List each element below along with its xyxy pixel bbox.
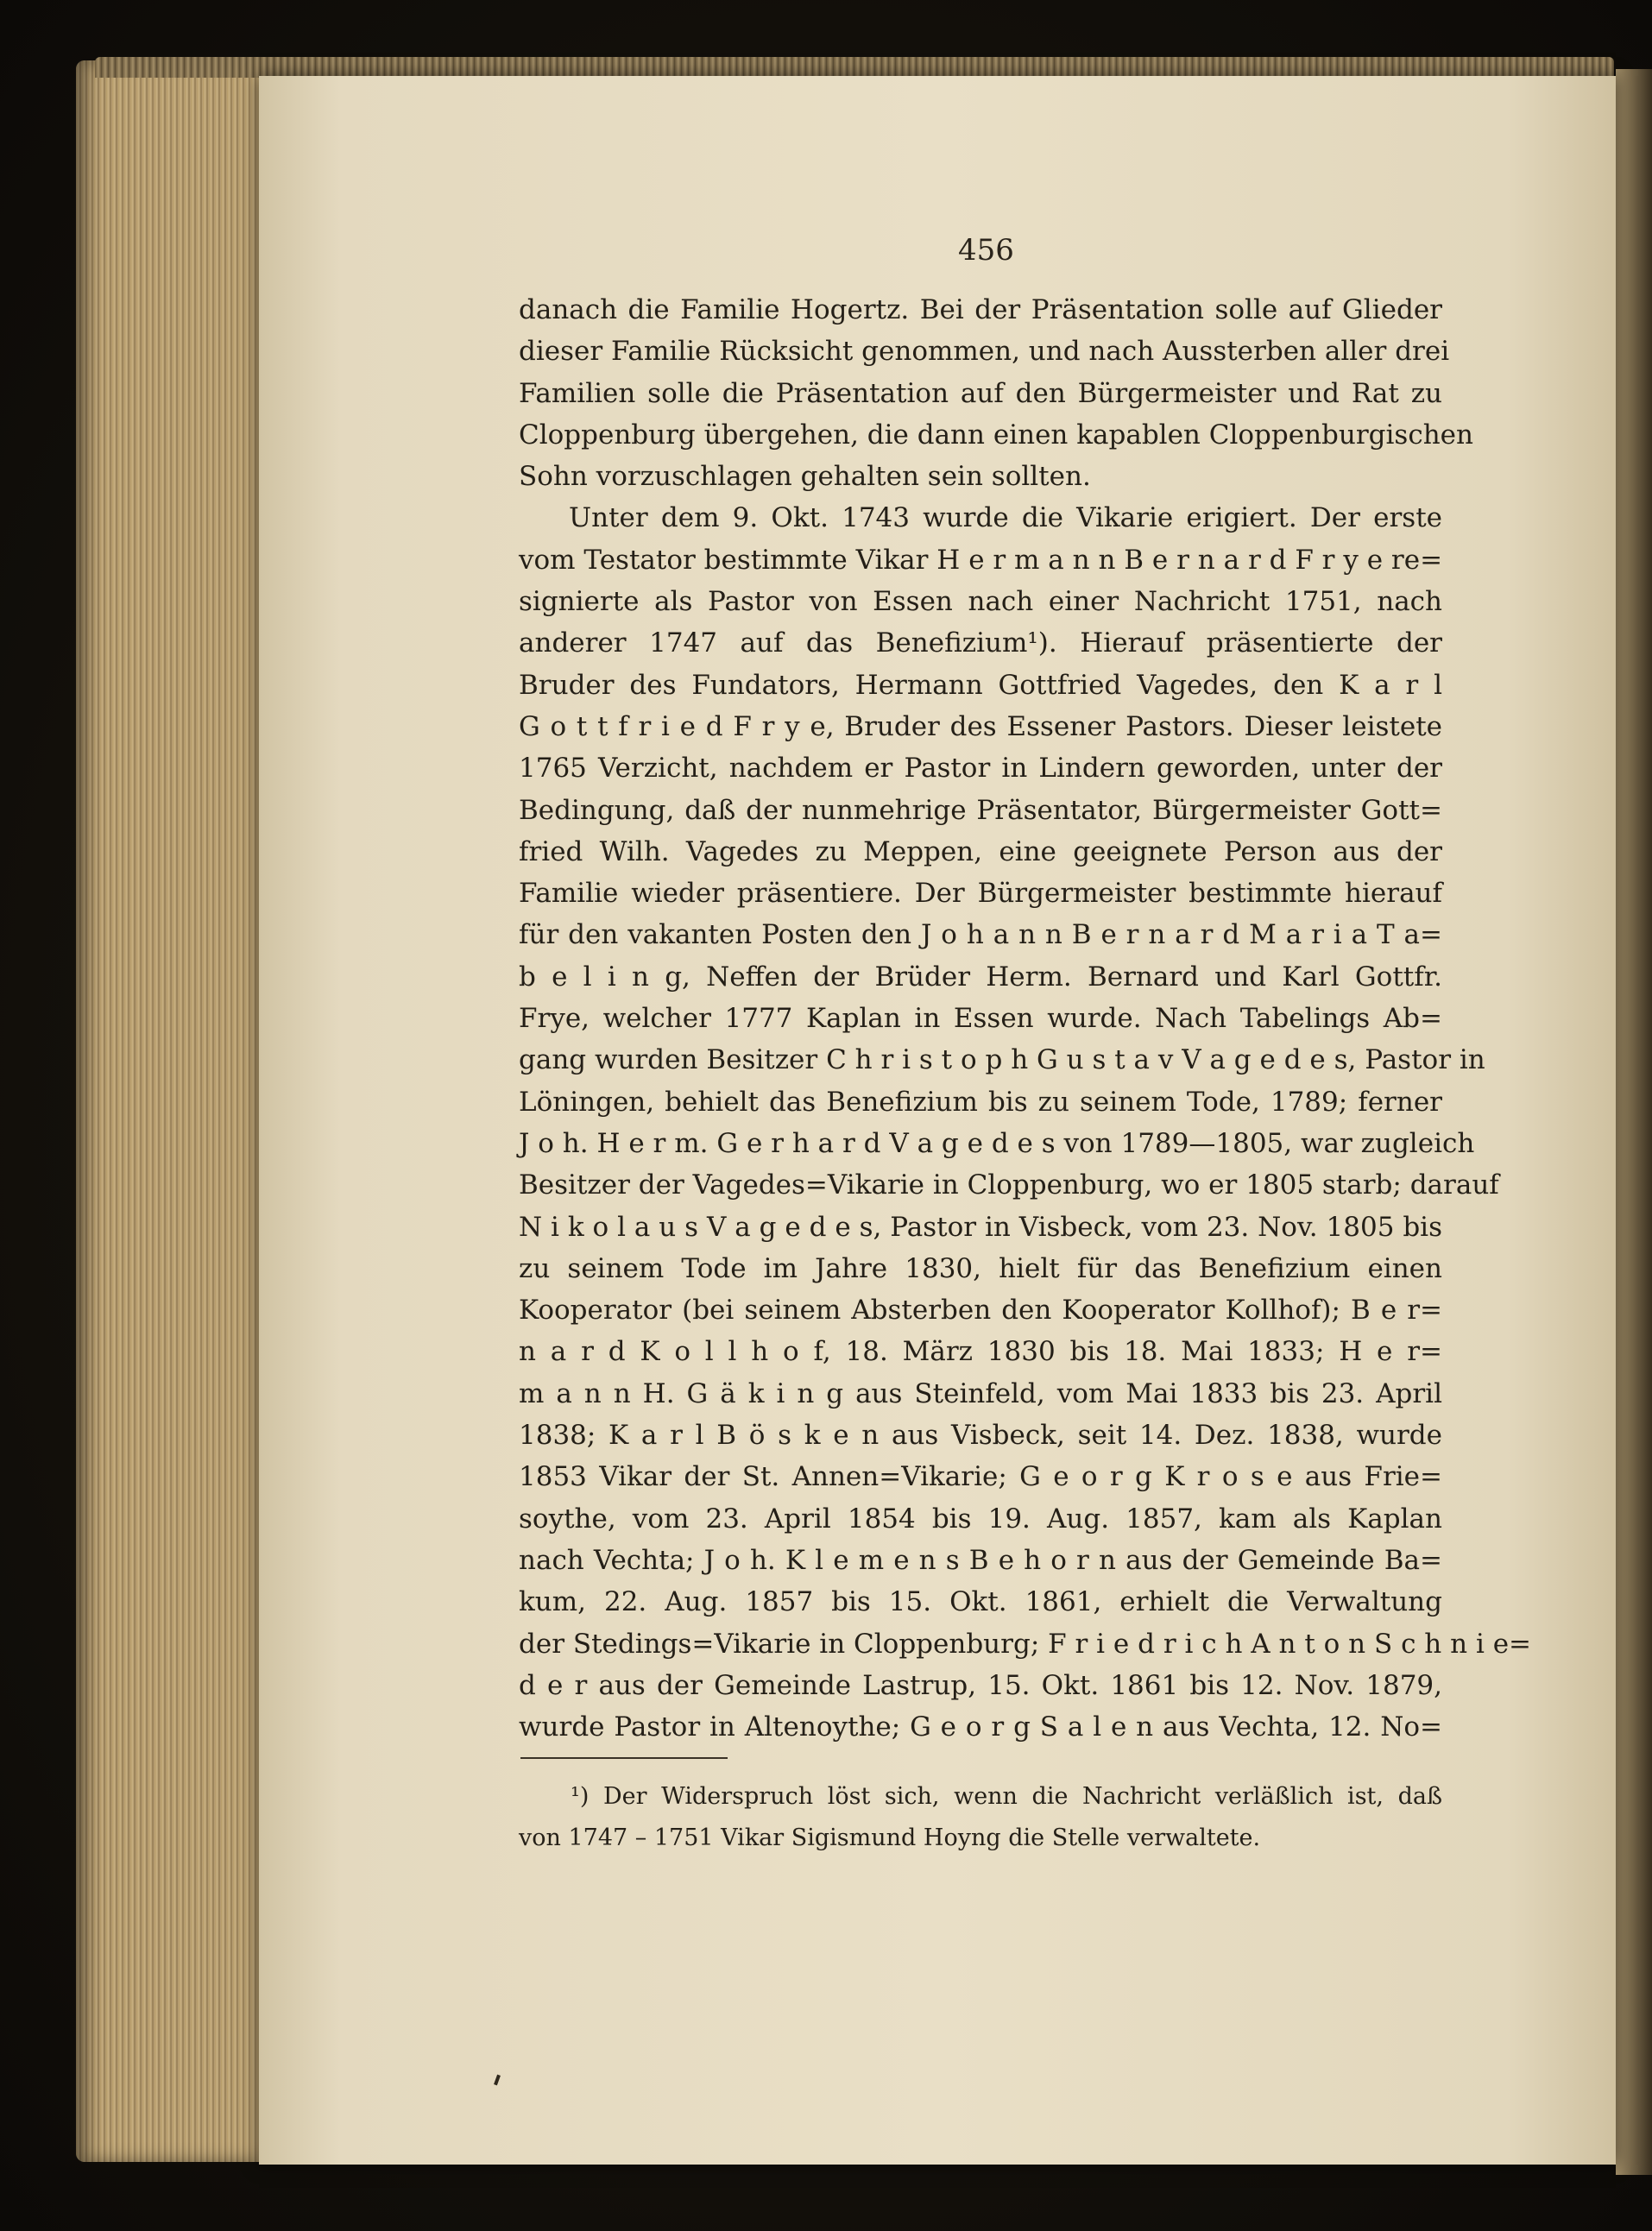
text-line: Cloppenburg übergehen, die dann einen kapablen Cloppenburgischen <box>519 419 1473 451</box>
text-line: Frye, welcher 1777 Kaplan in Essen wurde. Nach Tabelings Ab= <box>519 1003 1442 1035</box>
footnote-line: von 1747 – 1751 Vikar Sigismund Hoyng die Stelle verwaltete. <box>519 1825 1261 1851</box>
text-line: vom Testator bestimmte Vikar H e r m a n n B e r n a r d F r y e re= <box>519 544 1443 576</box>
text-line: n a r d K o l l h o f, 18. März 1830 bis 18. Mai 1833; H e r= <box>519 1336 1442 1368</box>
text-line: soythe, vom 23. April 1854 bis 19. Aug. 1857, kam als Kaplan <box>519 1503 1442 1535</box>
footnote-line: ¹) Der Widerspruch löst sich, wenn die Nachricht verläßlich ist, daß <box>571 1783 1442 1810</box>
text-line: Bruder des Fundators, Hermann Gottfried Vagedes, den K a r l <box>519 669 1442 701</box>
text-line: dieser Familie Rücksicht genommen, und nach Aussterben aller drei <box>519 336 1450 368</box>
text-line: m a n n H. G ä k i n g aus Steinfeld, vom Mai 1833 bis 23. April <box>519 1377 1442 1409</box>
body-text <box>519 289 1532 1748</box>
text-line: Sohn vorzuschlagen gehalten sein sollten. <box>519 461 1091 493</box>
text-line: danach die Familie Hogertz. Bei der Präsentation solle auf Glieder <box>519 294 1442 325</box>
text-line: Familie wieder präsentiere. Der Bürgermeister bestimmte hierauf <box>519 878 1442 910</box>
text-line: für den vakanten Posten den J o h a n n B e r n a r d M a r i a T a= <box>519 919 1442 951</box>
text-line: Kooperator (bei seinem Absterben den Kooperator Kollhof); B e r= <box>519 1295 1442 1327</box>
text-line: nach Vechta; J o h. K l e m e n s B e h o r n aus der Gemeinde Ba= <box>519 1544 1442 1576</box>
text-line: G o t t f r i e d F r y e, Bruder des Essener Pastors. Dieser leistete <box>519 710 1442 742</box>
text-line: Unter dem 9. Okt. 1743 wurde die Vikarie erigiert. Der erste <box>569 502 1442 534</box>
text-line: zu seinem Tode im Jahre 1830, hielt für das Benefizium einen <box>519 1252 1442 1284</box>
text-line: Familien solle die Präsentation auf den Bürgermeister und Rat zu <box>519 377 1442 409</box>
footnotes <box>519 1776 1442 1859</box>
book-right-edge <box>1616 69 1652 2175</box>
text-line: d e r aus der Gemeinde Lastrup, 15. Okt. 1861 bis 12. Nov. 1879, <box>519 1669 1442 1701</box>
text-line: Besitzer der Vagedes=Vikarie in Cloppenburg, wo er 1805 starb; darauf <box>519 1169 1499 1201</box>
text-line: signierte als Pastor von Essen nach einer Nachricht 1751, nach <box>519 586 1442 618</box>
page-number: 456 <box>958 233 1014 268</box>
text-line: anderer 1747 auf das Benefizium¹). Hierauf präsentierte der <box>519 627 1442 659</box>
text-line: fried Wilh. Vagedes zu Meppen, eine geeignete Person aus der <box>519 835 1442 867</box>
text-line: 1853 Vikar der St. Annen=Vikarie; G e o r g K r o s e aus Frie= <box>519 1461 1442 1493</box>
text-line: der Stedings=Vikarie in Cloppenburg; F r i e d r i c h A n t o n S c h n i e= <box>519 1628 1532 1660</box>
text-line: 1838; K a r l B ö s k e n aus Visbeck, seit 14. Dez. 1838, wurde <box>519 1420 1442 1452</box>
text-line: N i k o l a u s V a g e d e s, Pastor in Visbeck, vom 23. Nov. 1805 bis <box>519 1211 1442 1243</box>
text-line: 1765 Verzicht, nachdem er Pastor in Lindern geworden, unter der <box>519 753 1442 785</box>
text-line: J o h. H e r m. G e r h a r d V a g e d e s von 1789—1805, war zugleich <box>519 1127 1475 1159</box>
text-line: b e l i n g, Neffen der Brüder Herm. Bernard und Karl Gottfr. <box>519 961 1442 993</box>
text-line: wurde Pastor in Altenoythe; G e o r g S a l e n aus Vechta, 12. No= <box>519 1711 1442 1743</box>
text-line: gang wurden Besitzer C h r i s t o p h G u s t a v V a g e d e s, Pastor in <box>519 1044 1485 1076</box>
text-line: kum, 22. Aug. 1857 bis 15. Okt. 1861, erhielt die Verwaltung <box>519 1586 1442 1618</box>
footnote-divider <box>520 1757 728 1759</box>
text-line: Löningen, behielt das Benefizium bis zu seinem Tode, 1789; ferner <box>519 1086 1442 1118</box>
book-top-edge <box>95 57 1614 78</box>
book-page-edges <box>76 60 274 2162</box>
text-line: Bedingung, daß der nunmehrige Präsentator, Bürgermeister Gott= <box>519 794 1442 826</box>
